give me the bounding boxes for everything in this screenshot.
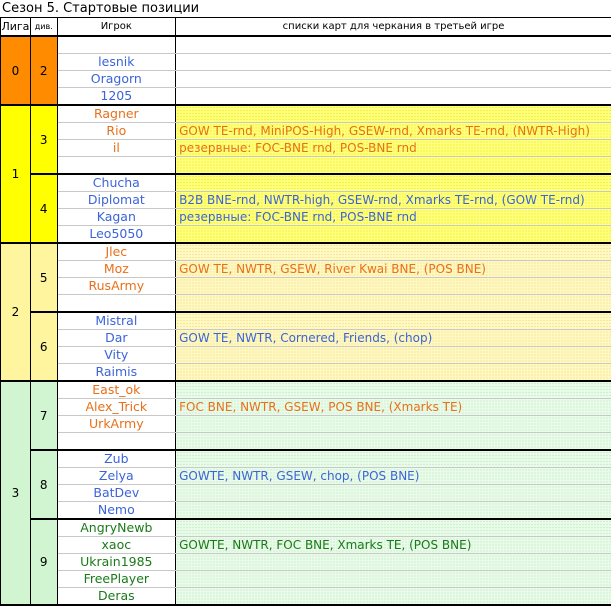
maps-cell[interactable]	[176, 485, 611, 502]
player-cell[interactable]: Zub	[57, 450, 176, 468]
table-row	[1, 485, 611, 502]
division-cell: 9	[30, 519, 57, 605]
maps-cell[interactable]	[176, 174, 611, 192]
table-row	[1, 312, 611, 330]
page-title: Сезон 5. Стартовые позиции	[2, 1, 199, 17]
maps-cell[interactable]	[176, 88, 611, 106]
player-cell[interactable]: Ukrain1985	[57, 554, 176, 571]
table-row	[1, 502, 611, 520]
player-cell[interactable]: Chucha	[57, 174, 176, 192]
player-cell[interactable]: East_ok	[57, 381, 176, 399]
player-cell[interactable]: Deras	[57, 588, 176, 606]
division-cell: 7	[30, 381, 57, 450]
table-row	[1, 88, 611, 106]
table-row	[1, 71, 611, 88]
player-cell[interactable]: UrkArmy	[57, 416, 176, 433]
table-row	[1, 105, 611, 123]
table-row	[1, 192, 611, 209]
maps-cell[interactable]: B2B BNE-rnd, NWTR-high, GSEW-rnd, Xmarks TE-rnd, (GOW TE-rnd)	[176, 192, 611, 209]
table-row	[1, 450, 611, 468]
player-cell[interactable]: 1205	[57, 88, 176, 106]
maps-cell[interactable]: GOWTE, NWTR, FOC BNE, Xmarks TE, (POS BNE)	[176, 537, 611, 554]
player-cell[interactable]: xaoc	[57, 537, 176, 554]
table-row	[1, 571, 611, 588]
league-cell: 2	[1, 243, 31, 381]
table-row	[1, 295, 611, 313]
table-row	[1, 537, 611, 554]
header-division: див.	[30, 18, 57, 37]
maps-cell[interactable]	[176, 450, 611, 468]
player-cell[interactable]: FreePlayer	[57, 571, 176, 588]
player-cell[interactable]	[57, 295, 176, 313]
table-row	[1, 54, 611, 71]
table-body	[1, 18, 611, 606]
maps-cell[interactable]	[176, 71, 611, 88]
player-cell[interactable]: Mistral	[57, 312, 176, 330]
player-cell[interactable]: Moz	[57, 261, 176, 278]
table-row	[1, 588, 611, 606]
table-row	[1, 468, 611, 485]
player-cell[interactable]: Nemo	[57, 502, 176, 520]
table-row	[1, 278, 611, 295]
maps-cell[interactable]: GOW TE, NWTR, GSEW, River Kwai BNE, (POS BNE)	[176, 261, 611, 278]
maps-cell[interactable]: FOC BNE, NWTR, GSEW, POS BNE, (Xmarks TE)	[176, 399, 611, 416]
maps-cell[interactable]: GOW TE-rnd, MiniPOS-High, GSEW-rnd, Xmarks TE-rnd, (NWTR-High)	[176, 123, 611, 140]
league-cell: 1	[1, 105, 31, 243]
header-row	[1, 18, 611, 37]
player-cell[interactable]: AngryNewb	[57, 519, 176, 537]
player-cell[interactable]: Oragorn	[57, 71, 176, 88]
maps-cell[interactable]	[176, 36, 611, 54]
player-cell[interactable]: Dar	[57, 330, 176, 347]
maps-cell[interactable]	[176, 105, 611, 123]
spreadsheet	[0, 17, 611, 606]
maps-cell[interactable]	[176, 433, 611, 451]
player-cell[interactable]: Raimis	[57, 364, 176, 382]
division-cell: 6	[30, 312, 57, 381]
table-row	[1, 261, 611, 278]
table-row	[1, 381, 611, 399]
player-cell[interactable]	[57, 36, 176, 54]
maps-cell[interactable]	[176, 554, 611, 571]
player-cell[interactable]: Leo5050	[57, 226, 176, 244]
player-cell[interactable]: Alex_Trick	[57, 399, 176, 416]
maps-cell[interactable]	[176, 54, 611, 71]
maps-cell[interactable]	[176, 519, 611, 537]
maps-cell[interactable]	[176, 157, 611, 175]
table-row	[1, 36, 611, 54]
player-cell[interactable]: Zelya	[57, 468, 176, 485]
maps-cell[interactable]	[176, 278, 611, 295]
maps-cell[interactable]: GOWTE, NWTR, GSEW, chop, (POS BNE)	[176, 468, 611, 485]
division-cell: 2	[30, 36, 57, 105]
player-cell[interactable]: Ragner	[57, 105, 176, 123]
table-row	[1, 330, 611, 347]
division-cell: 4	[30, 174, 57, 243]
maps-cell[interactable]	[176, 295, 611, 313]
maps-cell[interactable]: резервные: FOC-BNE rnd, POS-BNE rnd	[176, 209, 611, 226]
maps-cell[interactable]	[176, 364, 611, 382]
division-cell: 3	[30, 105, 57, 174]
table-row	[1, 433, 611, 451]
player-cell[interactable]: Jlec	[57, 243, 176, 261]
player-cell[interactable]: il	[57, 140, 176, 157]
table-row	[1, 554, 611, 571]
maps-cell[interactable]: GOW TE, NWTR, Cornered, Friends, (chop)	[176, 330, 611, 347]
maps-cell[interactable]: резервные: FOC-BNE rnd, POS-BNE rnd	[176, 140, 611, 157]
maps-cell[interactable]	[176, 347, 611, 364]
table-row	[1, 140, 611, 157]
maps-cell[interactable]	[176, 588, 611, 606]
table-row	[1, 519, 611, 537]
player-cell[interactable]: Kagan	[57, 209, 176, 226]
table-row	[1, 416, 611, 433]
player-cell[interactable]	[57, 157, 176, 175]
table-row	[1, 347, 611, 364]
positions-table	[0, 17, 611, 606]
player-cell[interactable]: Rio	[57, 123, 176, 140]
table-row	[1, 399, 611, 416]
table-row	[1, 226, 611, 244]
player-cell[interactable]: BatDev	[57, 485, 176, 502]
header-league: Лига	[1, 18, 31, 37]
header-maps: списки карт для черкания в третьей игре	[176, 18, 611, 37]
player-cell[interactable]: Diplomat	[57, 192, 176, 209]
player-cell[interactable]	[57, 433, 176, 451]
table-row	[1, 364, 611, 382]
league-cell: 3	[1, 381, 31, 605]
maps-cell[interactable]	[176, 571, 611, 588]
maps-cell[interactable]	[176, 416, 611, 433]
maps-cell[interactable]	[176, 243, 611, 261]
division-cell: 5	[30, 243, 57, 312]
maps-cell[interactable]	[176, 226, 611, 244]
maps-cell[interactable]	[176, 312, 611, 330]
league-cell: 0	[1, 36, 31, 105]
maps-cell[interactable]	[176, 502, 611, 520]
table-row	[1, 157, 611, 175]
table-row	[1, 123, 611, 140]
header-player: Игрок	[57, 18, 176, 37]
player-cell[interactable]: Vity	[57, 347, 176, 364]
table-row	[1, 243, 611, 261]
player-cell[interactable]: lesnik	[57, 54, 176, 71]
table-row	[1, 209, 611, 226]
division-cell: 8	[30, 450, 57, 519]
maps-cell[interactable]	[176, 381, 611, 399]
table-row	[1, 174, 611, 192]
player-cell[interactable]: RusArmy	[57, 278, 176, 295]
